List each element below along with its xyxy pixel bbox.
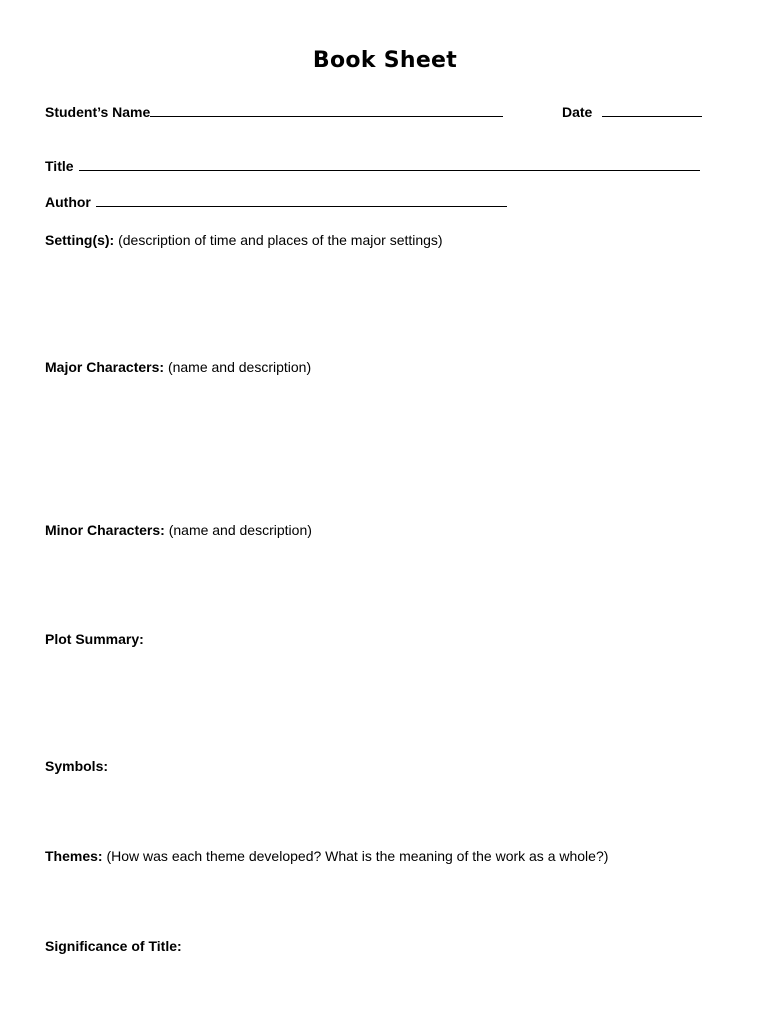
section-label: Plot Summary: <box>45 631 144 647</box>
section-label: Symbols: <box>45 758 109 774</box>
author-row <box>45 192 507 211</box>
section-plot-summary <box>45 630 144 648</box>
section-description: (name and description) <box>167 359 312 375</box>
section-label: Setting(s): <box>45 232 115 248</box>
author-label: Author <box>45 194 91 210</box>
section-description: (description of time and places of the major settings) <box>118 232 443 248</box>
section-description: (name and description) <box>168 522 312 538</box>
title-row <box>45 156 700 175</box>
date-row <box>562 102 702 121</box>
student-name-field[interactable] <box>150 102 503 117</box>
section-minor-characters <box>45 521 312 539</box>
section-symbols <box>45 757 108 775</box>
student-name-label: Student’s Name <box>45 104 151 120</box>
section-description: (How was each theme developed? What is the meaning of the work as a whole?) <box>106 848 609 864</box>
section-themes <box>45 847 608 865</box>
author-field[interactable] <box>96 192 507 207</box>
title-field[interactable] <box>79 156 700 171</box>
section-label: Minor Characters: <box>45 522 165 538</box>
section-label: Themes: <box>45 848 103 864</box>
section-major-characters <box>45 358 311 376</box>
section-label: Significance of Title: <box>45 938 182 954</box>
section-significance-of-title <box>45 937 182 955</box>
date-field[interactable] <box>602 102 702 117</box>
section-label: Major Characters: <box>45 359 165 375</box>
title-label: Title <box>45 158 74 174</box>
date-label: Date <box>562 104 593 120</box>
page-title: Book Sheet <box>312 48 458 73</box>
section-settings <box>45 231 443 249</box>
student-name-row <box>45 102 503 121</box>
